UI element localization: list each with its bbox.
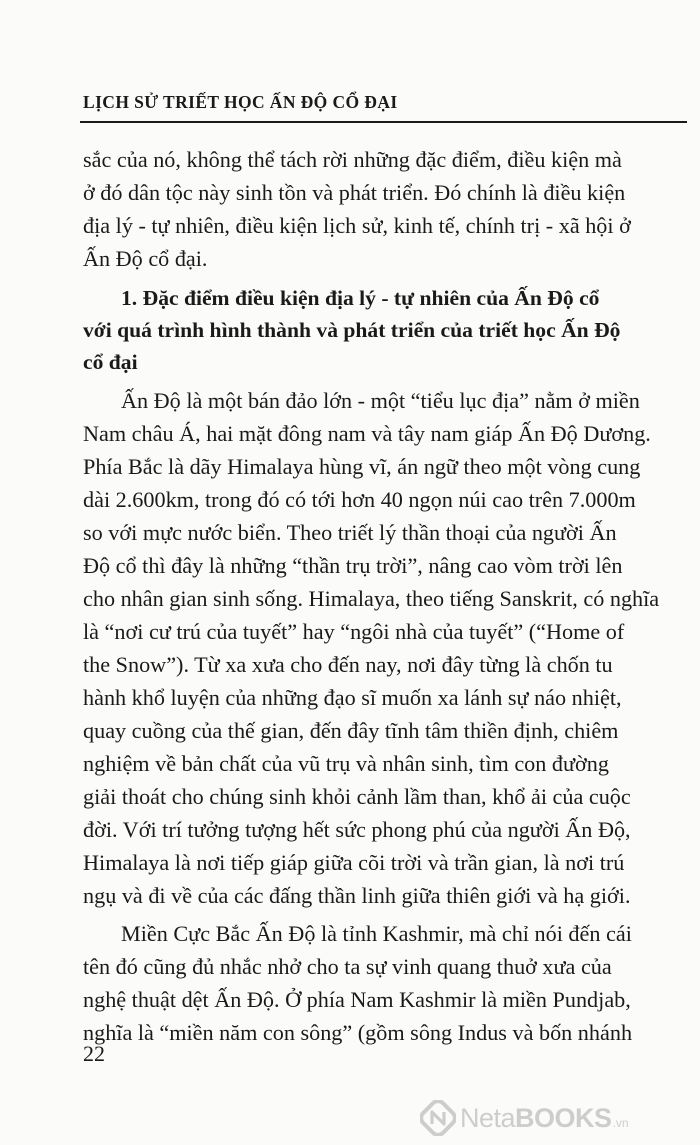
paragraph-2-line-6: Độ cổ thì đây là những “thần trụ trời”, nâng cao vòm trời lên: [83, 553, 623, 578]
paragraph-2-line-8: là “nơi cư trú của tuyết” hay “ngôi nhà của tuyết” (“Home of: [83, 619, 625, 644]
section-heading-line-2: với quá trình hình thành và phát triển của triết học Ấn Độ: [83, 318, 621, 342]
paragraph-2-line-4: dài 2.600km, trong đó có tới hơn 40 ngọn núi cao trên 7.000m: [83, 487, 636, 512]
watermark-brand: [460, 1103, 612, 1134]
netabooks-watermark: [420, 1099, 629, 1137]
paragraph-3-line-2: tên đó cũng đủ nhắc nhở cho ta sự vinh quang thuở xưa của: [83, 954, 612, 979]
paragraph-2-line-2: Nam châu Á, hai mặt đông nam và tây nam giáp Ấn Độ Dương.: [83, 421, 651, 446]
watermark-brand-prefix: Neta: [460, 1102, 516, 1133]
paragraph-2-line-10: hành khổ luyện của những đạo sĩ muốn xa lánh sự náo nhiệt,: [83, 685, 622, 710]
paragraph-2-line-16: ngụ và đi về của các đấng thần linh giữa thiên giới và hạ giới.: [83, 883, 631, 908]
header-rule: [80, 121, 687, 123]
netabooks-logo-icon: [420, 1100, 456, 1136]
paragraph-2-line-5: so với mực nước biển. Theo triết lý thần thoại của người Ấn: [83, 520, 617, 545]
paragraph-2-line-9: the Snow”). Từ xa xưa cho đến nay, nơi đây từng là chốn tu: [83, 652, 613, 677]
paragraph-1-line-2: ở đó dân tộc này sinh tồn và phát triển. Đó chính là điều kiện: [83, 180, 626, 205]
page-number: 22: [83, 1041, 105, 1066]
paragraph-2-line-12: nghiệm về bản chất của vũ trụ và nhân sinh, tìm con đường: [83, 751, 609, 776]
paragraph-1-line-4: Ấn Độ cổ đại.: [83, 246, 208, 271]
paragraph-2-line-3: Phía Bắc là dãy Himalaya hùng vĩ, án ngữ theo một vòng cung: [83, 454, 641, 479]
watermark-brand-main: BOOKS: [515, 1102, 612, 1133]
paragraph-1-line-3: địa lý - tự nhiên, điều kiện lịch sử, kinh tế, chính trị - xã hội ở: [83, 213, 631, 238]
paragraph-2-line-1: Ấn Độ là một bán đảo lớn - một “tiểu lục địa” nằm ở miền: [121, 388, 640, 413]
paragraph-1-line-1: sắc của nó, không thể tách rời những đặc điểm, điều kiện mà: [83, 147, 622, 172]
paragraph-3-line-1: Miền Cực Bắc Ấn Độ là tỉnh Kashmir, mà chỉ nói đến cái: [121, 921, 632, 946]
watermark-brand-suffix: .vn: [612, 1116, 629, 1130]
paragraph-2-line-14: đời. Với trí tưởng tượng hết sức phong phú của người Ấn Độ,: [83, 817, 631, 842]
running-title: LỊCH SỬ TRIẾT HỌC ẤN ĐỘ CỔ ĐẠI: [83, 92, 398, 112]
section-heading-line-1: 1. Đặc điểm điều kiện địa lý - tự nhiên của Ấn Độ cổ: [121, 286, 600, 310]
section-heading-line-3: cổ đại: [83, 350, 138, 374]
paragraph-2-line-15: Himalaya là nơi tiếp giáp giữa cõi trời và trần gian, là nơi trú: [83, 850, 625, 875]
paragraph-2-line-11: quay cuồng của thế gian, đến đây tĩnh tâm thiền định, chiêm: [83, 718, 619, 743]
paragraph-2-line-7: cho nhân gian sinh sống. Himalaya, theo tiếng Sanskrit, có nghĩa: [83, 586, 660, 611]
paragraph-2-line-13: giải thoát cho chúng sinh khỏi cảnh lầm than, khổ ải của cuộc: [83, 784, 631, 809]
paragraph-3-line-3: nghệ thuật dệt Ấn Độ. Ở phía Nam Kashmir là miền Pundjab,: [83, 987, 631, 1012]
paragraph-3-line-4: nghĩa là “miền năm con sông” (gồm sông Indus và bốn nhánh: [83, 1020, 633, 1045]
